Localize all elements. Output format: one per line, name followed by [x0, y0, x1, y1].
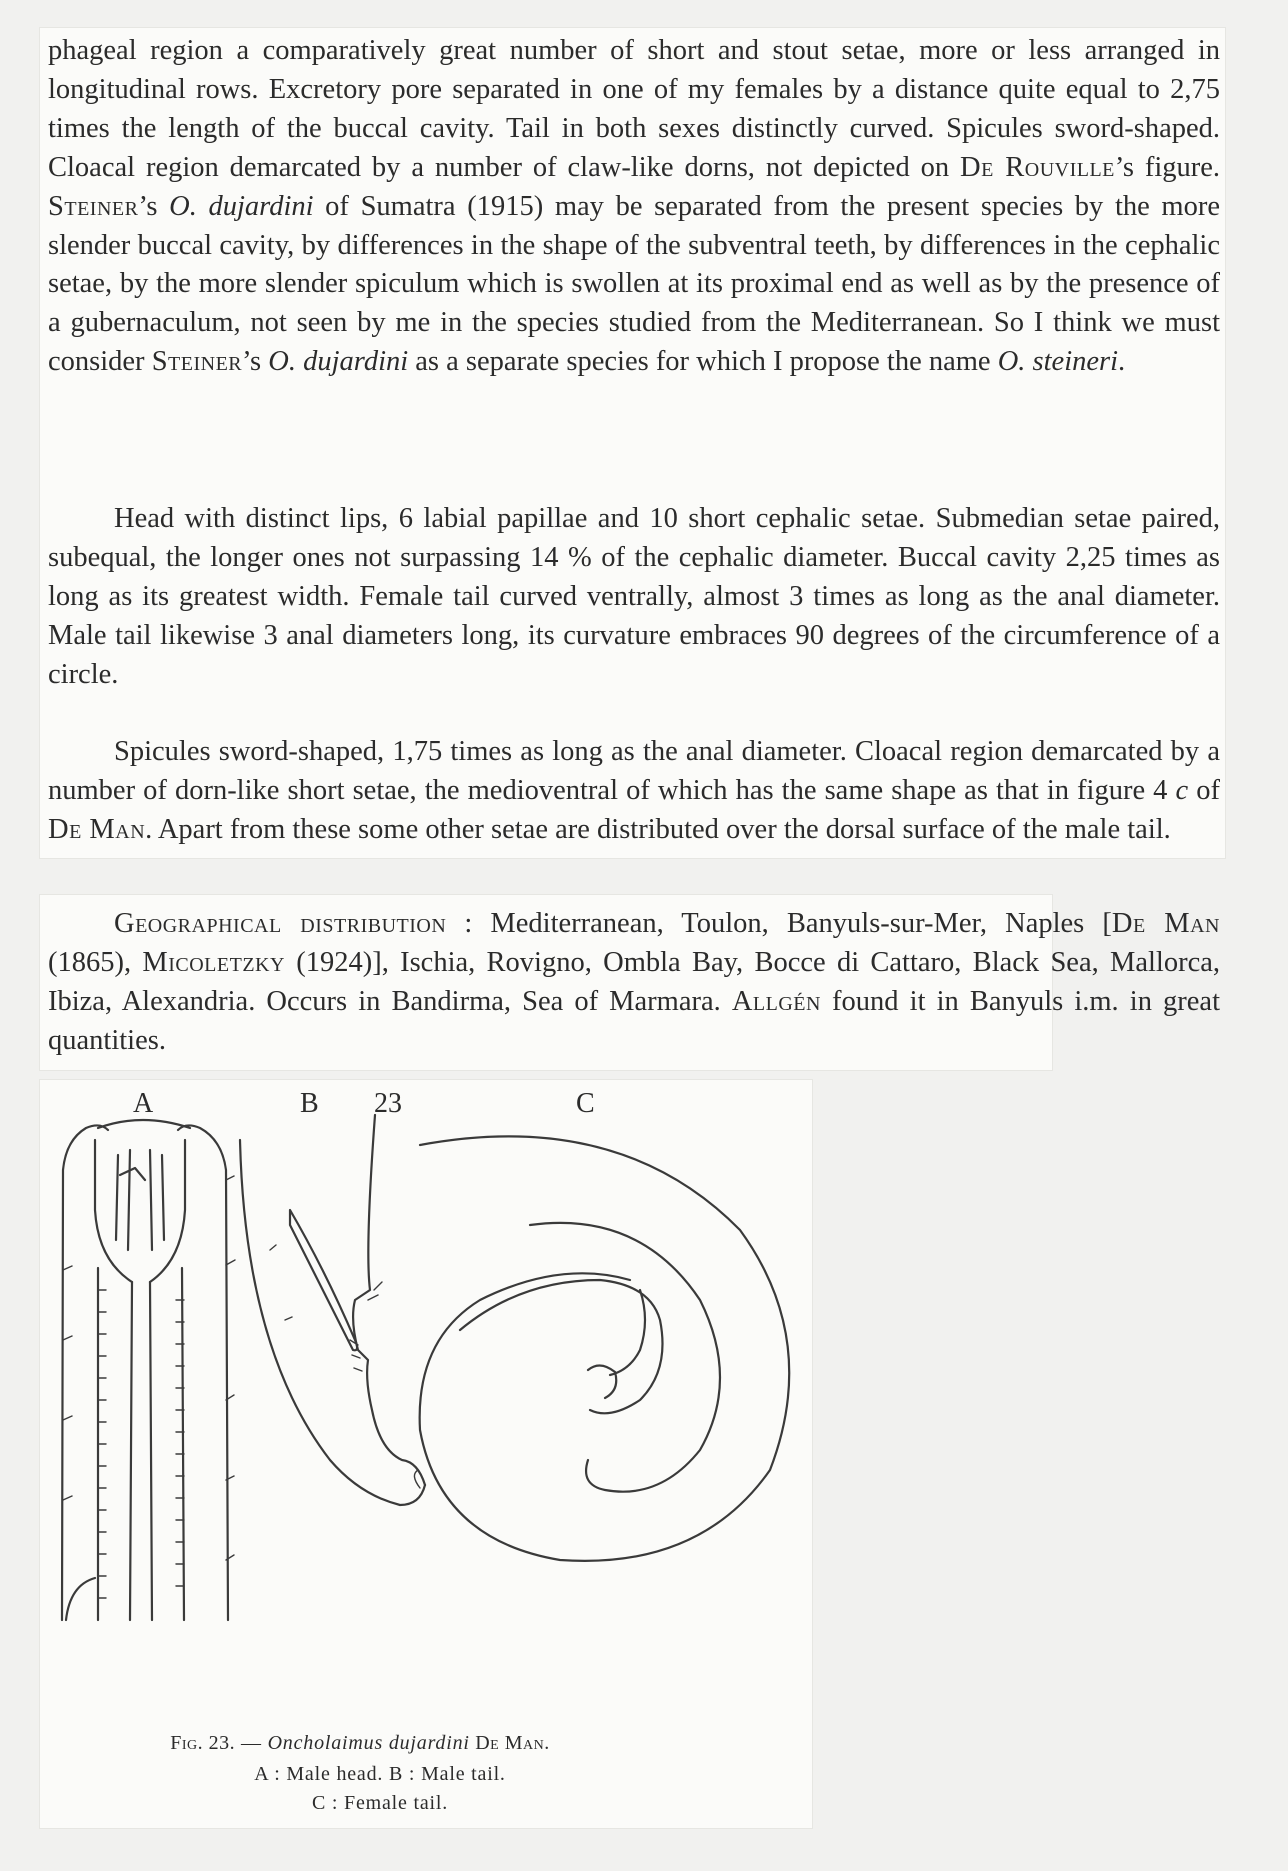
p3-text-a: Spicules sword-shaped, 1,75 times as long as the anal diameter. Cloacal region demarcated by a number of dorn-like short setae, the medioventral of which has the same shape as that in figure 4 [48, 736, 1220, 806]
p1-text-d: of Sumatra (1915) may be separated from the present species by the more slender buccal cavity, by differences in the shape of the subventral teeth, by differences in the cephalic setae, by the more slender spiculum which is swollen at its proximal end as well as by the presence of a gubernaculum, not seen by me in the species studied from the Mediterranean. So I think we must consider [48, 190, 1220, 378]
female-tail-drawing [420, 1136, 790, 1561]
p3-text-b: of [1188, 774, 1220, 806]
author-de-man-2: De Man [1111, 908, 1220, 939]
author-micoletzky: Micoletzky [142, 946, 285, 978]
figure-number-label: 23 [374, 1088, 402, 1119]
distribution-heading: Geographical distribution [114, 908, 447, 939]
figure-caption-title [80, 1732, 640, 1755]
caption-author: De Man. [469, 1732, 550, 1754]
dist-text-d: found it in Banyuls i.m. in great quantities. [48, 985, 1220, 1056]
author-steiner: Steiner [48, 190, 139, 222]
species-name-new: O. steineri [997, 346, 1119, 378]
author-de-rouville: De Rouville [960, 151, 1115, 183]
species-name-2: O. dujardini [268, 346, 409, 378]
dist-text-b: (1865), [48, 946, 143, 978]
p1-text-e: ’s [242, 346, 269, 378]
figure-label-c: C [576, 1088, 595, 1119]
caption-species: Oncholaimus dujardini [267, 1732, 470, 1754]
p1-text-g: . [1118, 346, 1126, 378]
caption-fig-number: Fig. 23. [170, 1732, 236, 1754]
p3-text-c: . Apart from these some other setae are distributed over the dorsal surface of the male tail. [145, 813, 1171, 845]
paragraph-description: Head with distinct lips, 6 labial papillae and 10 short cephalic setae. Submedian setae paired, subequal, the longer ones not surpassing 14 % of the cephalic diameter. Buccal cavity 2,25 times as long as its greatest width. Female tail curved ventrally, almost 3 times as long as the anal diameter. Male tail likewise 3 anal diameters long, its curvature embraces 90 degrees of the circumference of a circle. [48, 503, 1220, 690]
p1-text-a: phageal region a comparatively great number of short and stout setae, more or less arranged in longitudinal rows. Excretory pore separated in one of my females by a distance quite equal to 2,75 times the length of the buccal cavity. Tail in both sexes distinctly curved. Spicules sword-shaped. Cloacal region demarcated by a number of claw-like dorns, not depicted on [48, 35, 1220, 183]
figure-label-a: A [133, 1088, 154, 1119]
author-allgen: Allgén [731, 985, 821, 1017]
species-name: O. dujardini [169, 190, 314, 222]
figure-caption-line-2: A : Male head. B : Male tail. [254, 1763, 506, 1785]
figure-caption-line-3: C : Female tail. [311, 1792, 449, 1814]
p1-text-c: ’s [138, 190, 170, 222]
figure-reference: c [1175, 774, 1189, 806]
author-steiner-2: Steiner [151, 346, 243, 378]
p1-text-b: ’s figure. [1114, 151, 1221, 183]
male-head-drawing [62, 1120, 235, 1620]
male-tail-drawing [240, 1115, 425, 1505]
dist-text-c: (1924)], Ischia, Rovigno, Ombla Bay, Bocce di Cattaro, Black Sea, Mallorca, Ibiza, Alexandria. Occurs in Bandirma, Sea of Marmara. [48, 946, 1220, 1017]
figure-label-b: B [300, 1088, 319, 1119]
dist-text-a: : Mediterranean, Toulon, Banyuls-sur-Mer, Naples [ [446, 908, 1112, 939]
caption-dash: — [235, 1732, 268, 1754]
author-de-man: De Man [48, 813, 146, 845]
p1-text-f: as a separate species for which I propose the name [408, 346, 998, 378]
